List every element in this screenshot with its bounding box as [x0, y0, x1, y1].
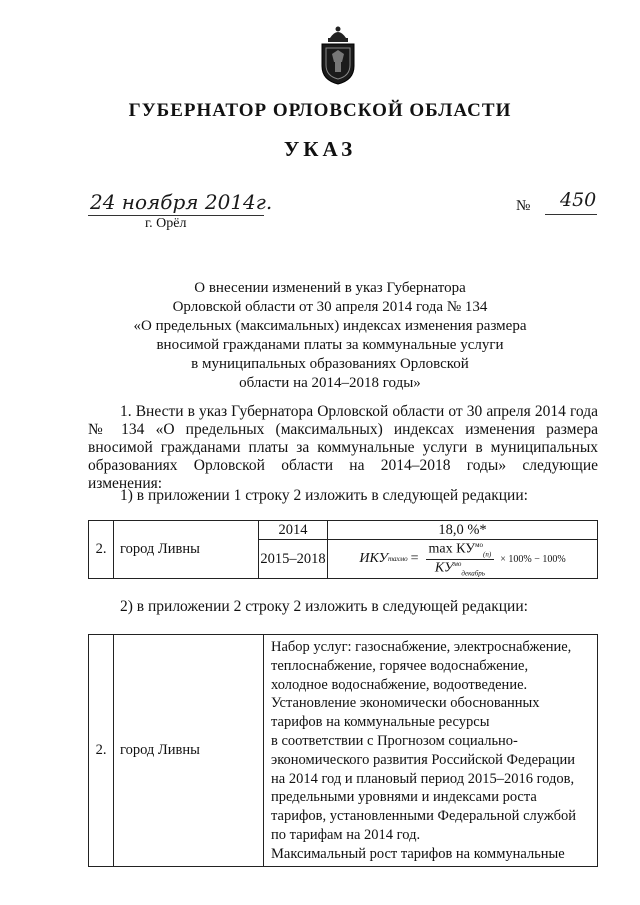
subject-line: в муниципальных образованиях Орловской: [191, 356, 469, 372]
formula-cell: [328, 540, 598, 579]
subject-line: вносимой гражданами платы за коммунальные услуги: [156, 337, 504, 353]
subject-line: Орловской области от 30 апреля 2014 года № 134: [172, 299, 488, 315]
row-city: город Ливны: [114, 521, 259, 579]
year-cell: 2014: [259, 521, 328, 540]
body-item-1: 1) в приложении 1 строку 2 изложить в следующей редакции:: [120, 487, 528, 504]
table-row: [89, 521, 598, 540]
index-value-cell: 18,0 %*: [328, 521, 598, 540]
number-label: №: [516, 198, 531, 214]
table-annex-2: [88, 634, 598, 867]
coat-of-arms-emblem-icon: [316, 24, 360, 86]
subject-line: О внесении изменений в указ Губернатора: [194, 280, 466, 296]
body-item-2: 2) в приложении 2 строку 2 изложить в следующей редакции:: [120, 598, 528, 615]
table-row: [89, 635, 598, 867]
handwritten-number: 450: [560, 189, 597, 211]
body-paragraph-1: 1. Внести в указ Губернатора Орловской области от 30 апреля 2014 года № 134 «О предельных (максимальных) индексах изменения размера вносимой гражданами платы за коммунальные услуги в муниципальных образованиях Орловской области на 2014–2018 годы» следующие изменения:: [88, 403, 598, 492]
organization-title: ГУБЕРНАТОР ОРЛОВСКОЙ ОБЛАСТИ: [128, 100, 512, 121]
decree-title: УКАЗ: [283, 137, 357, 161]
tariff-description-cell: Набор услуг: газоснабжение, электроснабжение, теплоснабжение, горячее водоснабжение, холодное водоснабжение, водоотведение. Установление экономически обоснованных тарифов на коммунальные ресурсы в соответствии с Прогнозом социально- экономического развития Российской Федерации на 2014 год и плановый период 2015–2016 годов, предельными уровнями и индексами роста тарифов, установленными Федеральной службой по тарифам на 2014 год. Максимальный рост тарифов на коммунальные: [264, 635, 598, 867]
year-range-cell: 2015–2018: [259, 540, 328, 579]
formula-fraction: $\frac{\max КУ^{мо}_{(n)}}{КУ^{мо}_{декабрь}}$: [426, 541, 495, 577]
row-number: 2.: [89, 521, 114, 579]
row-city: город Ливны: [114, 635, 264, 867]
handwritten-date: 24 ноября 2014г.: [90, 190, 273, 214]
index-formula: ИКУ max мо = $\frac{\max КУ^{мо}_{(n)}}{КУ^{мо}_{декабрь}}$ × 100% − 100%: [359, 541, 566, 577]
subject-line: «О предельных (максимальных) индексах изменения размера: [133, 318, 527, 334]
subject-line: области на 2014–2018 годы»: [239, 375, 421, 391]
table-annex-1: [88, 520, 598, 579]
city-label: г. Орёл: [145, 216, 187, 231]
row-number: 2.: [89, 635, 114, 867]
decree-subject: [60, 279, 600, 393]
